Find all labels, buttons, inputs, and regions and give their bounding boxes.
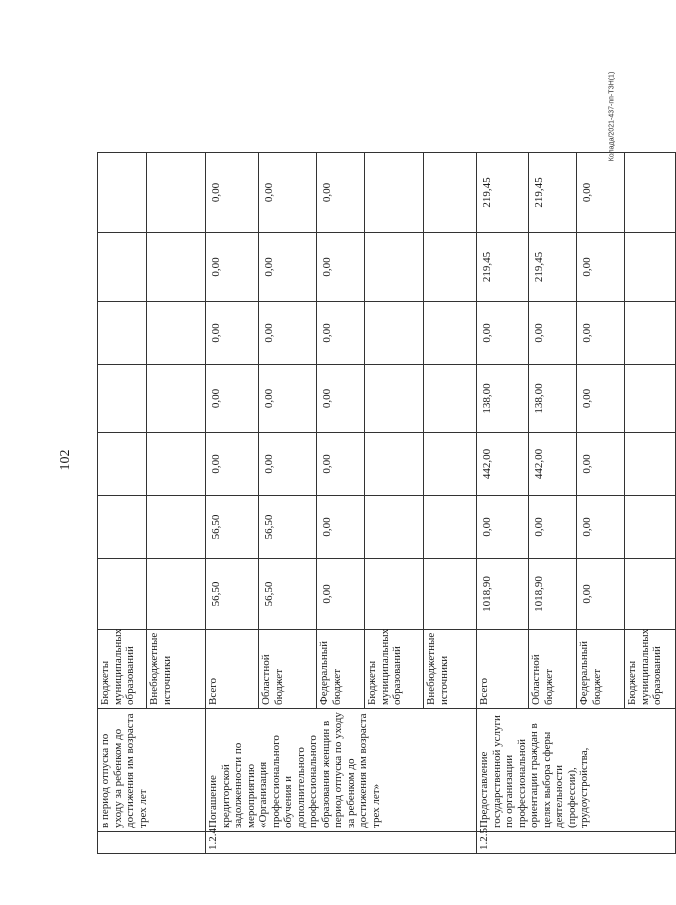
- value-cell: [625, 433, 676, 496]
- rotated-table-frame: [97, 153, 663, 854]
- value-cell: 0,00: [577, 153, 625, 233]
- value-cell: 219,45: [477, 153, 529, 233]
- value-cell: 442,00: [477, 433, 529, 496]
- value-cell: 0,00: [317, 233, 365, 302]
- table-container: [97, 153, 663, 854]
- value-cell: [98, 302, 147, 365]
- value-cell: 0,00: [477, 302, 529, 365]
- value-cell: [98, 433, 147, 496]
- value-cell: 0,00: [259, 302, 317, 365]
- value-cell: 56,50: [259, 559, 317, 630]
- value-cell: 56,50: [206, 496, 259, 559]
- value-cell: 219,45: [477, 233, 529, 302]
- value-cell: 0,00: [259, 233, 317, 302]
- item-description-cell: в период отпуска по уходу за ребенком до достижения им возраста трех лет: [98, 709, 206, 832]
- value-cell: 0,00: [577, 496, 625, 559]
- value-cell: [424, 559, 477, 630]
- value-cell: 0,00: [206, 153, 259, 233]
- item-number-cell: 1.2.4: [206, 832, 477, 854]
- value-cell: 0,00: [317, 559, 365, 630]
- value-cell: [365, 559, 424, 630]
- value-cell: 219,45: [529, 153, 577, 233]
- value-cell: [365, 233, 424, 302]
- value-cell: [625, 233, 676, 302]
- value-cell: 0,00: [577, 559, 625, 630]
- source-cell: Областной бюджет: [529, 630, 577, 709]
- source-cell: Всего: [477, 630, 529, 709]
- value-cell: 0,00: [317, 365, 365, 433]
- value-cell: 0,00: [317, 153, 365, 233]
- value-cell: 138,00: [529, 365, 577, 433]
- value-cell: 0,00: [529, 496, 577, 559]
- source-cell: Областной бюджет: [259, 630, 317, 709]
- value-cell: 0,00: [577, 302, 625, 365]
- value-cell: [365, 433, 424, 496]
- value-cell: [424, 233, 477, 302]
- value-cell: 0,00: [206, 302, 259, 365]
- value-cell: 0,00: [317, 302, 365, 365]
- value-cell: [98, 365, 147, 433]
- page-number: 102: [58, 449, 73, 471]
- source-cell: Федеральный бюджет: [577, 630, 625, 709]
- value-cell: [147, 365, 206, 433]
- value-cell: 442,00: [529, 433, 577, 496]
- value-cell: 1018,90: [529, 559, 577, 630]
- value-cell: 0,00: [259, 365, 317, 433]
- value-cell: [147, 433, 206, 496]
- value-cell: [424, 302, 477, 365]
- value-cell: [625, 496, 676, 559]
- item-number-cell: 1.2.5: [477, 832, 676, 854]
- value-cell: 56,50: [259, 496, 317, 559]
- value-cell: [424, 153, 477, 233]
- value-cell: [365, 496, 424, 559]
- value-cell: 0,00: [206, 433, 259, 496]
- value-cell: [424, 496, 477, 559]
- value-cell: [98, 233, 147, 302]
- item-number-cell: [98, 832, 206, 854]
- value-cell: [424, 365, 477, 433]
- value-cell: [98, 496, 147, 559]
- source-cell: Бюджеты муниципальных образований: [365, 630, 424, 709]
- value-cell: 0,00: [577, 433, 625, 496]
- value-cell: [625, 365, 676, 433]
- value-cell: 0,00: [206, 233, 259, 302]
- value-cell: 0,00: [577, 233, 625, 302]
- value-cell: 0,00: [317, 433, 365, 496]
- source-cell: Бюджеты муниципальных образований: [625, 630, 676, 709]
- value-cell: [365, 365, 424, 433]
- value-cell: [625, 559, 676, 630]
- value-cell: 0,00: [529, 302, 577, 365]
- value-cell: 219,45: [529, 233, 577, 302]
- value-cell: [424, 433, 477, 496]
- value-cell: 0,00: [259, 433, 317, 496]
- value-cell: 1018,90: [477, 559, 529, 630]
- value-cell: 0,00: [317, 496, 365, 559]
- value-cell: [625, 302, 676, 365]
- value-cell: [147, 153, 206, 233]
- source-cell: Всего: [206, 630, 259, 709]
- value-cell: [625, 153, 676, 233]
- value-cell: 0,00: [259, 153, 317, 233]
- value-cell: 138,00: [477, 365, 529, 433]
- value-cell: [147, 559, 206, 630]
- source-cell: Бюджеты муниципальных образований: [98, 630, 147, 709]
- table-row: [477, 153, 529, 854]
- value-cell: [147, 496, 206, 559]
- table-row: [98, 153, 147, 854]
- value-cell: [98, 559, 147, 630]
- source-cell: Внебюджетные источники: [424, 630, 477, 709]
- value-cell: 0,00: [206, 365, 259, 433]
- value-cell: 56,50: [206, 559, 259, 630]
- financing-table: [97, 152, 676, 854]
- item-description-cell: Предоставление государственной услуги по организации профессиональной ориентации граждан в целях выбора сферы деятельности (профессии), трудоустройства,: [477, 709, 676, 832]
- source-cell: Федеральный бюджет: [317, 630, 365, 709]
- value-cell: [147, 233, 206, 302]
- value-cell: 0,00: [477, 496, 529, 559]
- source-cell: Внебюджетные источники: [147, 630, 206, 709]
- document-code: Колада/2021-437-пп-ТЗН(1): [608, 71, 616, 162]
- value-cell: [147, 302, 206, 365]
- value-cell: [98, 153, 147, 233]
- value-cell: 0,00: [577, 365, 625, 433]
- table-row: [206, 153, 259, 854]
- value-cell: [365, 302, 424, 365]
- value-cell: [365, 153, 424, 233]
- item-description-cell: Погашение кредиторской задолженности по мероприятию «Организация профессионального обучения и дополнительного профессионального образования женщин в период отпуска по уходу за ребенком до достижения им возраста трех лет»: [206, 709, 477, 832]
